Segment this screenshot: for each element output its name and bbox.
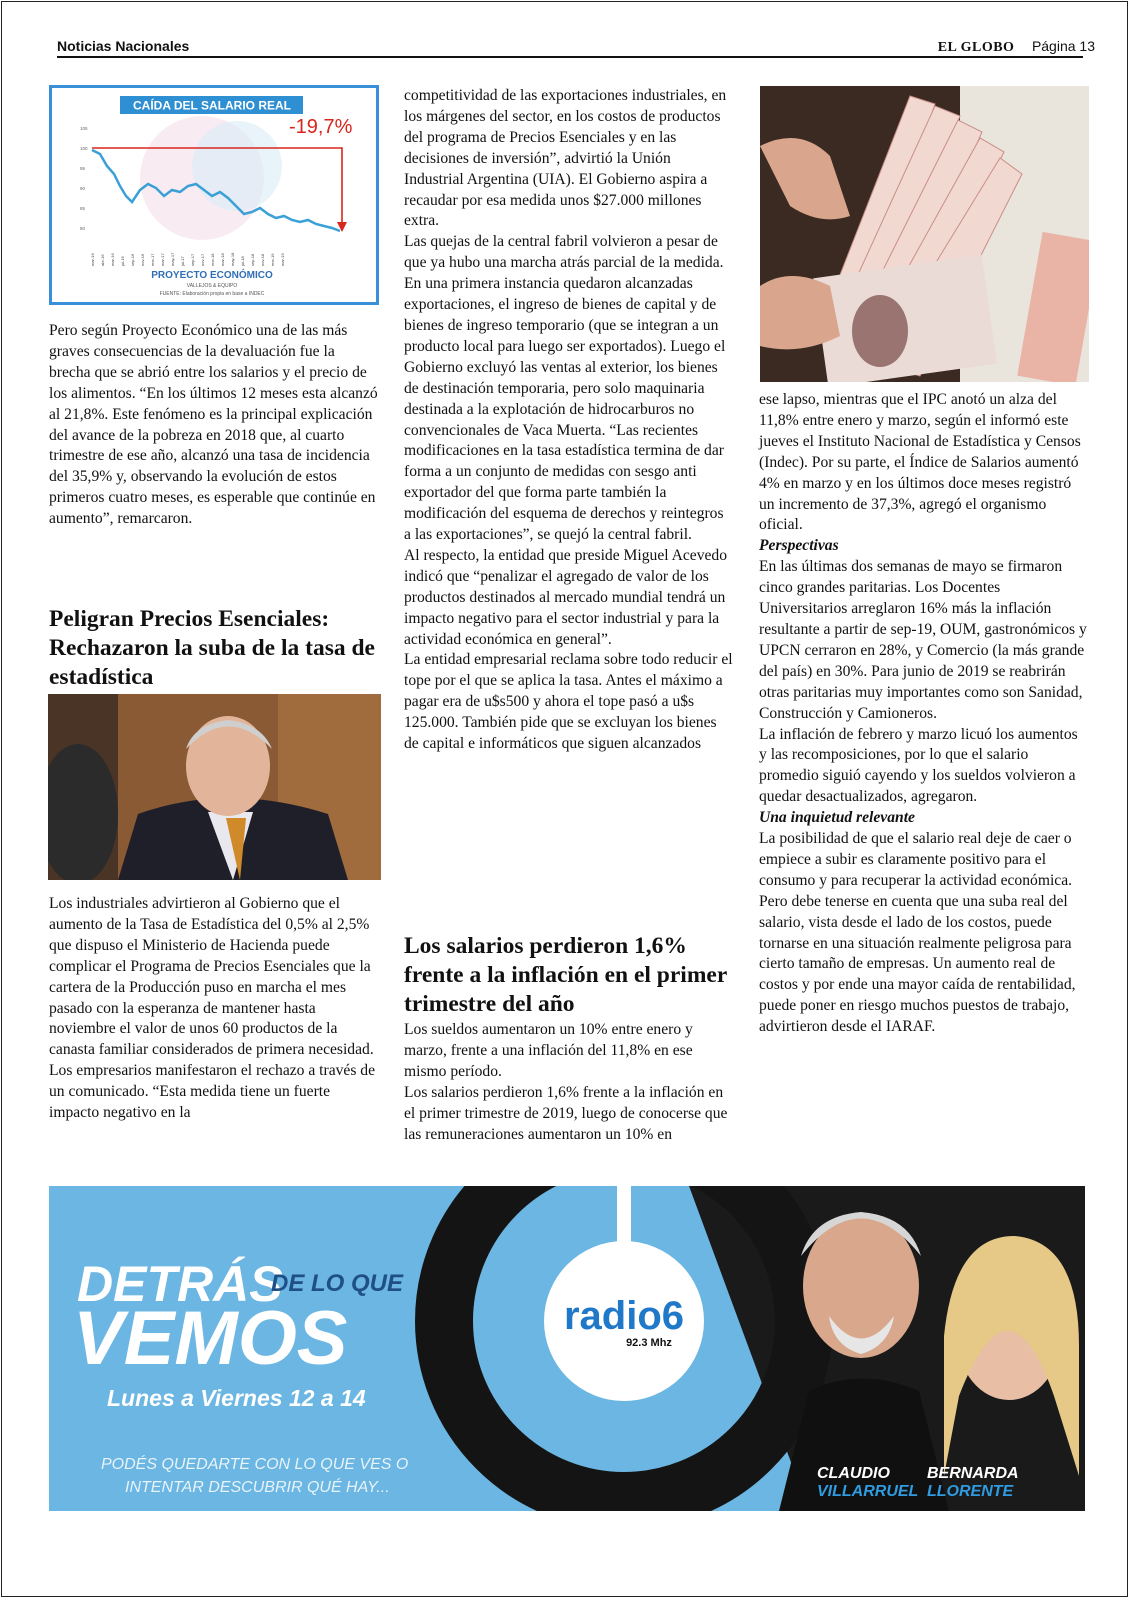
masthead (938, 38, 1095, 56)
svg-text:100: 100 (80, 146, 88, 151)
ad-title-2: DE LO QUE (271, 1270, 404, 1297)
svg-text:jul-18: jul-18 (240, 256, 245, 266)
host-2-first-name: BERNARDA (927, 1465, 1019, 1482)
article-3-paragraph-3: ese lapso, mientras que el IPC anotó un alza del 11,8% entre enero y marzo, según el informó este jueves el Instituto Nacional de Estadística y Censos (Indec). Por su parte, el Índice de Salarios aumentó 4% en marzo y en los últimos doce meses registró un incremento de 37,3%, agregó el organismo oficial. (759, 391, 1081, 534)
svg-text:jul-17: jul-17 (180, 256, 185, 266)
radio-frequency: 92.3 Mhz (626, 1337, 672, 1349)
article-3-body-col2 (404, 1020, 734, 1145)
chart-brand-sub: VALLEJOS & EQUIPO (186, 283, 238, 289)
article-2-body-col1 (49, 894, 379, 1124)
svg-text:nov-16: nov-16 (140, 253, 145, 266)
svg-text:mar-16: mar-16 (90, 253, 95, 266)
svg-text:ene-19: ene-19 (270, 253, 275, 266)
ad-schedule: Lunes a Viernes 12 a 14 (107, 1385, 366, 1411)
article-3-body-col3 (759, 390, 1089, 1038)
host-1-first-name: CLAUDIO (817, 1465, 890, 1482)
article-2-paragraph-4: Las quejas de la central fabril volvieron a pesar de que ya hubo una marcha atrás parcial de la medida. En una primera instancia quedaron alcanzadas exportaciones, el ingreso de bienes de capital y de bienes de ingreso temporario (que se integran a un producto local para luego ser exportados). Luego el Gobierno excluyó las ventas al exterior, los bienes de destinación temporaria, pero solo maquinaria destinada a la explotación de hidrocarburos no convencionales de Vaca Muerta. “Las recientes modificaciones en la tasa estadística termina de dar forma a un conjunto de medidas con sesgo anti exportador del que forma parte también la modificación del esquema de derechos y reintegros a las exportaciones”, se quejó la central fabril. (404, 233, 726, 544)
svg-text:95: 95 (80, 166, 86, 171)
article-3-paragraph-4: En las últimas dos semanas de mayo se firmaron cinco grandes paritarias. Los Docentes Universitarios arreglaron 16% más la inflación resultante a partir de sep-19, OUM, gastronómicos y UPCN cerraron en 28%, y Comercio (la más grande del país) en 30%. Para junio de 2019 se reabrirán otras paritarias muy importantes como son Sanidad, Construcción y Camioneros. (759, 558, 1087, 722)
article-3-paragraph-6: La posibilidad de que el salario real deje de caer o empiece a subir es claramente positivo para el consumo y para recuperar la actividad económica. Pero debe tenerse en cuenta que una suba real del salario, vista desde el lado de los costos, puede tornarse en una situación realmente peligrosa para cierto tamaño de empresas. Un aumento real de costos y por ende una mayor caída de rentabilidad, puede poner en riesgo muchos puestos de trabajo, advirtieron desde el IARAF. (759, 830, 1076, 1036)
svg-text:mar-16: mar-16 (110, 253, 115, 266)
salary-chart-image (49, 85, 379, 305)
banknotes-photo (760, 86, 1089, 382)
chart-change-label: -19,7% (289, 116, 353, 138)
article-2-headline: Peligran Precios Esenciales: Rechazaron la suba de la tasa de estadística (49, 606, 375, 690)
svg-text:nov-18: nov-18 (260, 253, 265, 266)
article-3-headline: Los salarios perdieron 1,6% frente a la inflación en el primer trimestre del año (404, 933, 727, 1017)
host-1-last-name: VILLARRUEL (817, 1483, 919, 1500)
article-2-paragraph-5: Al respecto, la entidad que preside Miguel Acevedo indicó que “penalizar el agregado de valor de los productos destinados al mercado mundial tendrá un impacto negativo para el sector industrial y para la actividad económica en general”. (404, 546, 728, 648)
subhead-perspectivas: Perspectivas (759, 537, 839, 555)
article-2-paragraph-2: Los empresarios manifestaron el rechazo a través de un comunicado. “Esta medida tiene un fuerte impacto negativo en la (49, 1062, 376, 1122)
article-3-headline-block (404, 932, 734, 1019)
svg-text:80: 80 (80, 226, 86, 231)
svg-text:may-17: may-17 (170, 252, 175, 266)
ad-title-1: DETRÁS (77, 1256, 283, 1312)
chart-source: FUENTE: Elaboración propia en base a INDEC (159, 291, 265, 297)
ad-title-3: VEMOS (73, 1296, 348, 1381)
svg-text:sep-18: sep-18 (250, 253, 255, 266)
article-3-paragraph-1: Los sueldos aumentaron un 10% entre enero y marzo, frente a una inflación del 11,8% en ese mismo período. (404, 1021, 693, 1080)
radio-ad-banner (49, 1186, 1085, 1511)
ad-tagline-2: INTENTAR DESCUBRIR QUÉ HAY... (125, 1479, 390, 1496)
subhead-inquietud: Una inquietud relevante (759, 809, 915, 827)
radio-logo: radio6 (563, 1294, 685, 1338)
svg-text:sep-17: sep-17 (190, 253, 195, 266)
svg-text:sep-16: sep-16 (130, 253, 135, 266)
article-2-headline-block (49, 605, 379, 692)
article-1-paragraph: Pero según Proyecto Económico una de las más graves consecuencias de la devaluación fue la brecha que se abrió entre los salarios y el precio de los alimentos. “En los últimos 12 meses esta alcanzó al 21,8%. Este fenómeno es la principal explicación del avance de la pobreza en 2018 que, al cuarto trimestre de ese año, alcanzó una tasa de incidencia del 35,9% y, observando la evolución de estos primeros cuatro meses, es esperable que continúe en aumento”, remarcaron. (49, 322, 378, 528)
ad-tagline-1: PODÉS QUEDARTE CON LO QUE VES O (101, 1456, 409, 1473)
svg-text:ene-18: ene-18 (210, 253, 215, 266)
page-number: Página 13 (1031, 38, 1095, 54)
article-3-paragraph-2: Los salarios perdieron 1,6% frente a la inflación en el primer trimestre de 2019, luego de conocerse que las remuneraciones aumentaron un 10% en (404, 1083, 728, 1143)
article-3-paragraph-5: La inflación de febrero y marzo licuó los aumentos y las recomposiciones, por lo que el salario promedio siguió cayendo y los sueldos volvieron a quedar desactualizados, agregaron. (759, 725, 1078, 806)
svg-text:mar-19: mar-19 (280, 253, 285, 266)
host-2-last-name: LLORENTE (927, 1483, 1014, 1500)
svg-text:mar-18: mar-18 (220, 253, 225, 266)
svg-text:ene-17: ene-17 (150, 253, 155, 266)
radio-ad-graphic (49, 1186, 1085, 1511)
industrialist-photo-graphic (48, 694, 381, 880)
article-1-body (49, 321, 379, 530)
article-2-paragraph-1: Los industriales advirtieron al Gobierno que el aumento de la Tasa de Estadística del 0,5% al 2,5% que dispuso el Ministerio de Hacienda puede complicar el Programa de Precios Esenciales que la cartera de la Producción puso en marcha el mes pasado con la esperanza de mantener hasta noviembre el valor de unos 60 productos de la canasta familiar considerados de primera necesidad. (49, 895, 374, 1059)
svg-text:mar-17: mar-17 (160, 253, 165, 266)
chart-brand: PROYECTO ECONÓMICO (151, 270, 273, 281)
svg-text:105: 105 (80, 126, 88, 131)
header-rule (57, 56, 1083, 58)
article-2-paragraph-6: La entidad empresarial reclama sobre todo reducir el tope por el que se aplica la tasa. Antes el máximo a pagar era de u$s500 y ahora el tope pasó a u$s 125.000. También pide que se excluyan los bienes de capital e informáticos que siguen alcanzados (404, 651, 733, 753)
article-2-paragraph-3: competitividad de las exportaciones industriales, en los márgenes del sector, en los costos de productos del programa de Precios Esenciales y en las decisiones de inversión”, advirtió la Unión Industrial Argentina (UIA). El Gobierno aspira a recaudar por esa medida unos $27.000 millones extra. (404, 87, 727, 230)
paper-name: EL GLOBO (937, 40, 1015, 55)
article-2-body-col2 (404, 86, 734, 755)
svg-text:may-18: may-18 (230, 252, 235, 266)
salary-chart-graphic (52, 88, 376, 302)
svg-text:nov-17: nov-17 (200, 253, 205, 266)
industrialist-photo (48, 694, 381, 880)
section-label: Noticias Nacionales (57, 38, 190, 54)
banknotes-photo-graphic (760, 86, 1089, 382)
svg-text:abr-16: abr-16 (100, 254, 105, 266)
svg-text:90: 90 (80, 186, 86, 191)
chart-title: CAÍDA DEL SALARIO REAL (132, 98, 292, 113)
svg-text:85: 85 (80, 206, 86, 211)
svg-text:jul-16: jul-16 (120, 256, 125, 266)
